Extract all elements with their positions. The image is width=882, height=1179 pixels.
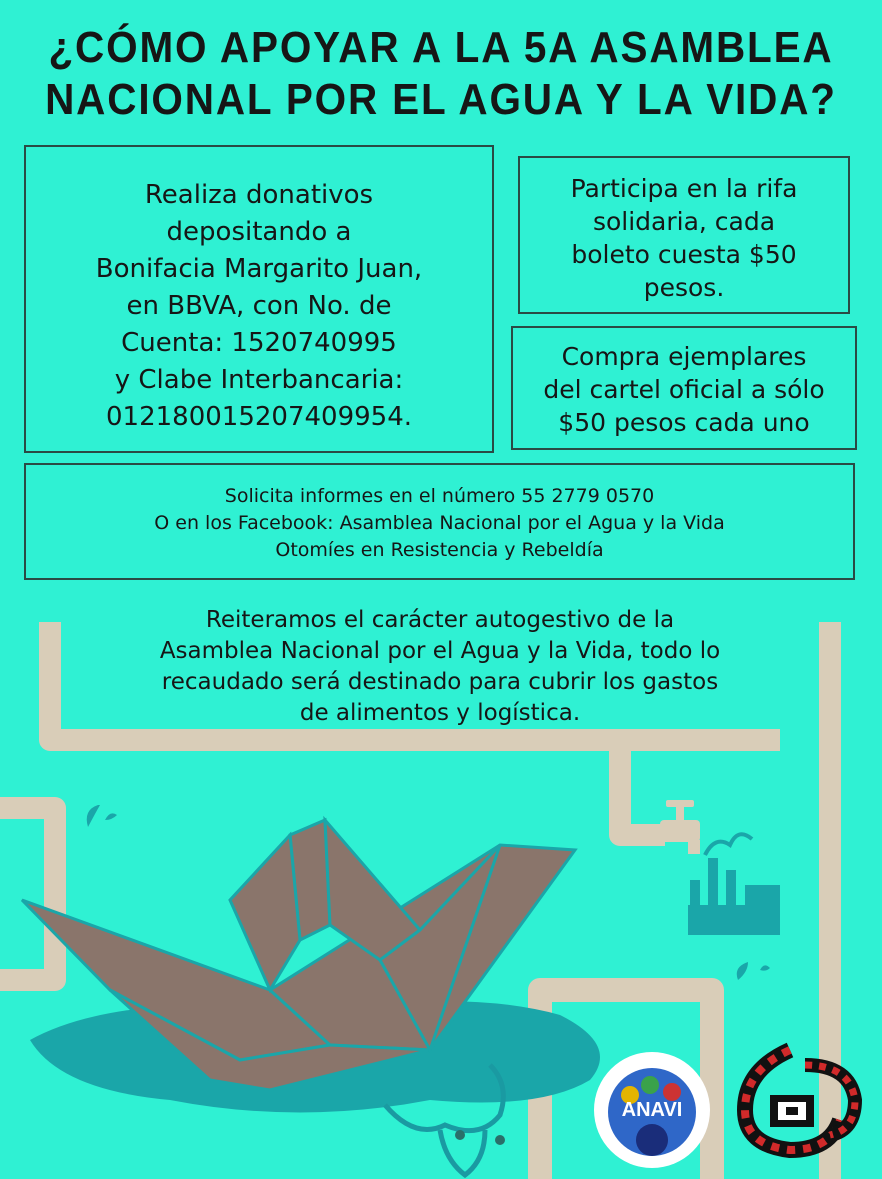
info-line: Solicita informes en el número 55 2779 0570 (224, 485, 655, 507)
raffle-line: Participa en la rifa (570, 174, 798, 203)
droplet-icon (737, 962, 770, 980)
posters-line: Compra ejemplares (561, 342, 807, 371)
posters-box (511, 326, 857, 450)
donations-line: Realiza donativos (144, 180, 374, 210)
title-line: NACIONAL POR EL AGUA Y LA VIDA? (45, 75, 837, 124)
info-line: Otomíes en Resistencia y Rebeldía (275, 539, 604, 561)
raffle-line: solidaria, cada (592, 207, 776, 236)
statement-line: recaudado será destinado para cubrir los gastos (161, 669, 719, 695)
donations-line: Bonifacia Margarito Juan, (95, 254, 423, 284)
raffle-line: pesos. (643, 273, 725, 302)
donations-line: 012180015207409954. (105, 402, 413, 432)
posters-line: del cartel oficial a sólo (543, 375, 825, 404)
donations-box (24, 145, 494, 453)
page-title (35, 22, 846, 126)
statement-line: Reiteramos el carácter autogestivo de la (205, 607, 675, 633)
posters-line: $50 pesos cada uno (558, 408, 810, 437)
raffle-line: boleto cuesta $50 (571, 240, 797, 269)
statement-line: de alimentos y logística. (299, 700, 581, 726)
donations-line: depositando a (166, 217, 352, 247)
faucet-icon (660, 800, 700, 854)
droplet-icon (87, 805, 117, 827)
anavi-label: ANAVI (621, 1099, 683, 1121)
donations-line: Cuenta: 1520740995 (121, 328, 397, 358)
title-line: ¿CÓMO APOYAR A LA 5A ASAMBLEA (48, 23, 834, 72)
raffle-box (518, 156, 850, 314)
factory-icon (688, 834, 780, 935)
statement-text (60, 605, 820, 729)
info-line: O en los Facebook: Asamblea Nacional por el Agua y la Vida (154, 512, 725, 534)
donations-line: en BBVA, con No. de (126, 291, 392, 321)
donations-line: y Clabe Interbancaria: (114, 365, 404, 395)
statement-line: Asamblea Nacional por el Agua y la Vida, todo lo (159, 638, 721, 664)
anavi-logo (594, 1052, 710, 1168)
info-box (24, 463, 855, 580)
